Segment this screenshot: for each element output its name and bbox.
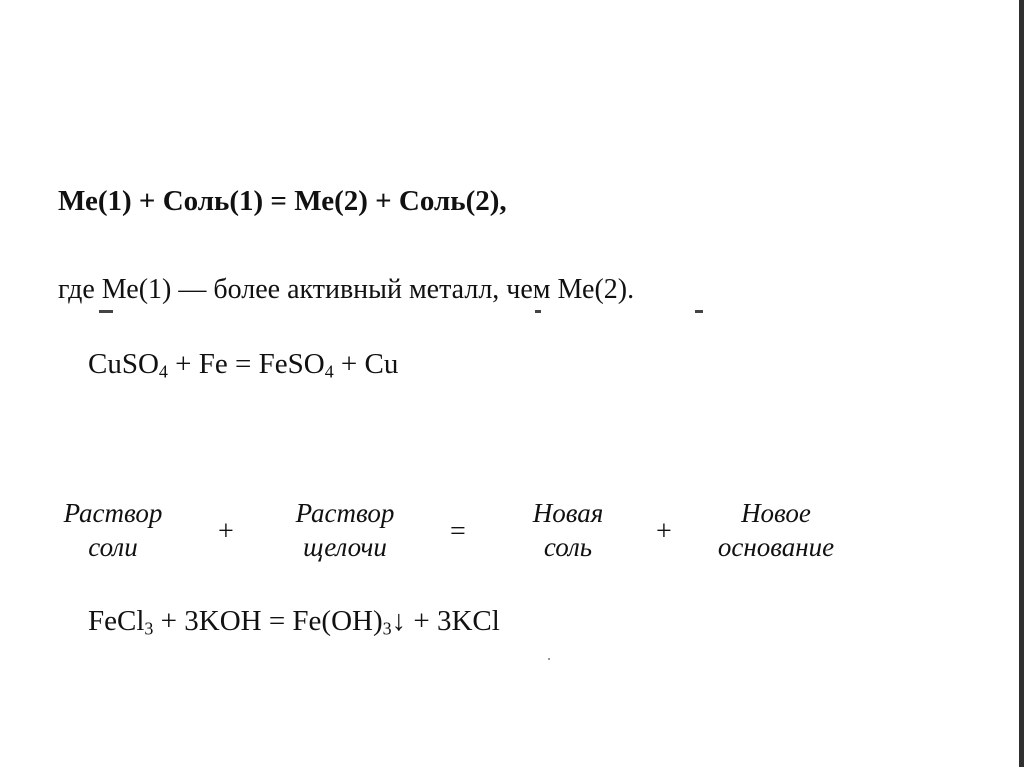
term-line: соль bbox=[543, 532, 593, 562]
formula-part: + Fe = FeSO bbox=[167, 348, 325, 380]
scheme-term-salt-solution bbox=[40, 496, 186, 564]
term-line: соли bbox=[88, 532, 138, 562]
subscript: 4 bbox=[324, 361, 334, 382]
scan-speck bbox=[548, 658, 550, 660]
term-line: основание bbox=[717, 532, 835, 562]
scheme-term-new-base bbox=[694, 496, 858, 564]
subscript: 3 bbox=[144, 618, 154, 639]
scheme-term-alkali-solution bbox=[272, 496, 418, 564]
scheme-term-new-salt bbox=[500, 496, 636, 564]
formula-part: ↓ + 3KCl bbox=[391, 605, 500, 637]
operator-equals: = bbox=[450, 516, 466, 547]
operator-plus: + bbox=[656, 516, 672, 547]
term-line: Новое bbox=[741, 498, 811, 528]
operator-plus: + bbox=[218, 516, 234, 547]
term-line: Раствор bbox=[295, 498, 395, 528]
activity-condition-note: где Ме(1) — более активный металл, чем Ме(2). bbox=[58, 274, 635, 305]
term-line: щелочи bbox=[303, 532, 387, 562]
formula-part: FeCl bbox=[88, 605, 145, 637]
word-reaction-scheme bbox=[0, 496, 1019, 576]
formula-part: CuSO bbox=[88, 348, 159, 380]
formula-part: + 3KOH = Fe(OH) bbox=[153, 605, 383, 637]
cropped-text-line bbox=[95, 310, 735, 318]
formula-part: + Cu bbox=[333, 348, 399, 380]
term-line: Новая bbox=[532, 498, 604, 528]
subscript: 4 bbox=[158, 361, 168, 382]
example-equation-copper-iron bbox=[88, 348, 398, 382]
example-equation-iron-chloride bbox=[88, 605, 500, 639]
general-reaction-equation: Ме(1) + Соль(1) = Ме(2) + Соль(2), bbox=[58, 185, 507, 217]
subscript: 3 bbox=[382, 618, 392, 639]
right-border bbox=[1019, 0, 1024, 767]
term-line: Раствор bbox=[63, 498, 163, 528]
